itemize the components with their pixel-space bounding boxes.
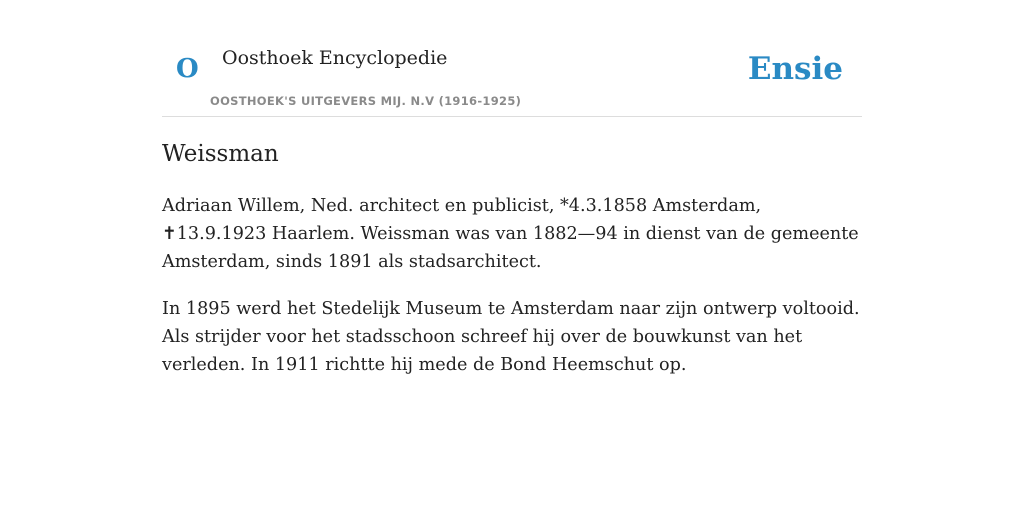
ensie-logo-link[interactable]: Ensie bbox=[747, 51, 843, 87]
page-container bbox=[162, 0, 862, 375]
entry-body bbox=[162, 192, 862, 398]
entry-paragraph: Adriaan Willem, Ned. architect en publicist, *4.3.1858 Amsterdam, ✝13.9.1923 Haarlem. Weissman was van 1882—94 in dienst van de gemeente Amsterdam, sinds 1891 als stadsarchitect. bbox=[162, 196, 859, 272]
entry-paragraph: In 1895 werd het Stedelijk Museum te Amsterdam naar zijn ontwerp voltooid. Als strijder voor het stadsschoon schreef hij over de bouwkunst van het verleden. In 1911 richtte hij mede de Bond Heemschut op. bbox=[162, 299, 860, 375]
publisher-line: OOSTHOEK'S UITGEVERS MIJ. N.V (1916-1925) bbox=[210, 94, 522, 108]
source-logo[interactable]: O bbox=[176, 54, 199, 84]
source-header bbox=[162, 0, 862, 117]
entry-title: Weissman bbox=[162, 141, 279, 167]
source-title[interactable]: Oosthoek Encyclopedie bbox=[222, 47, 448, 69]
